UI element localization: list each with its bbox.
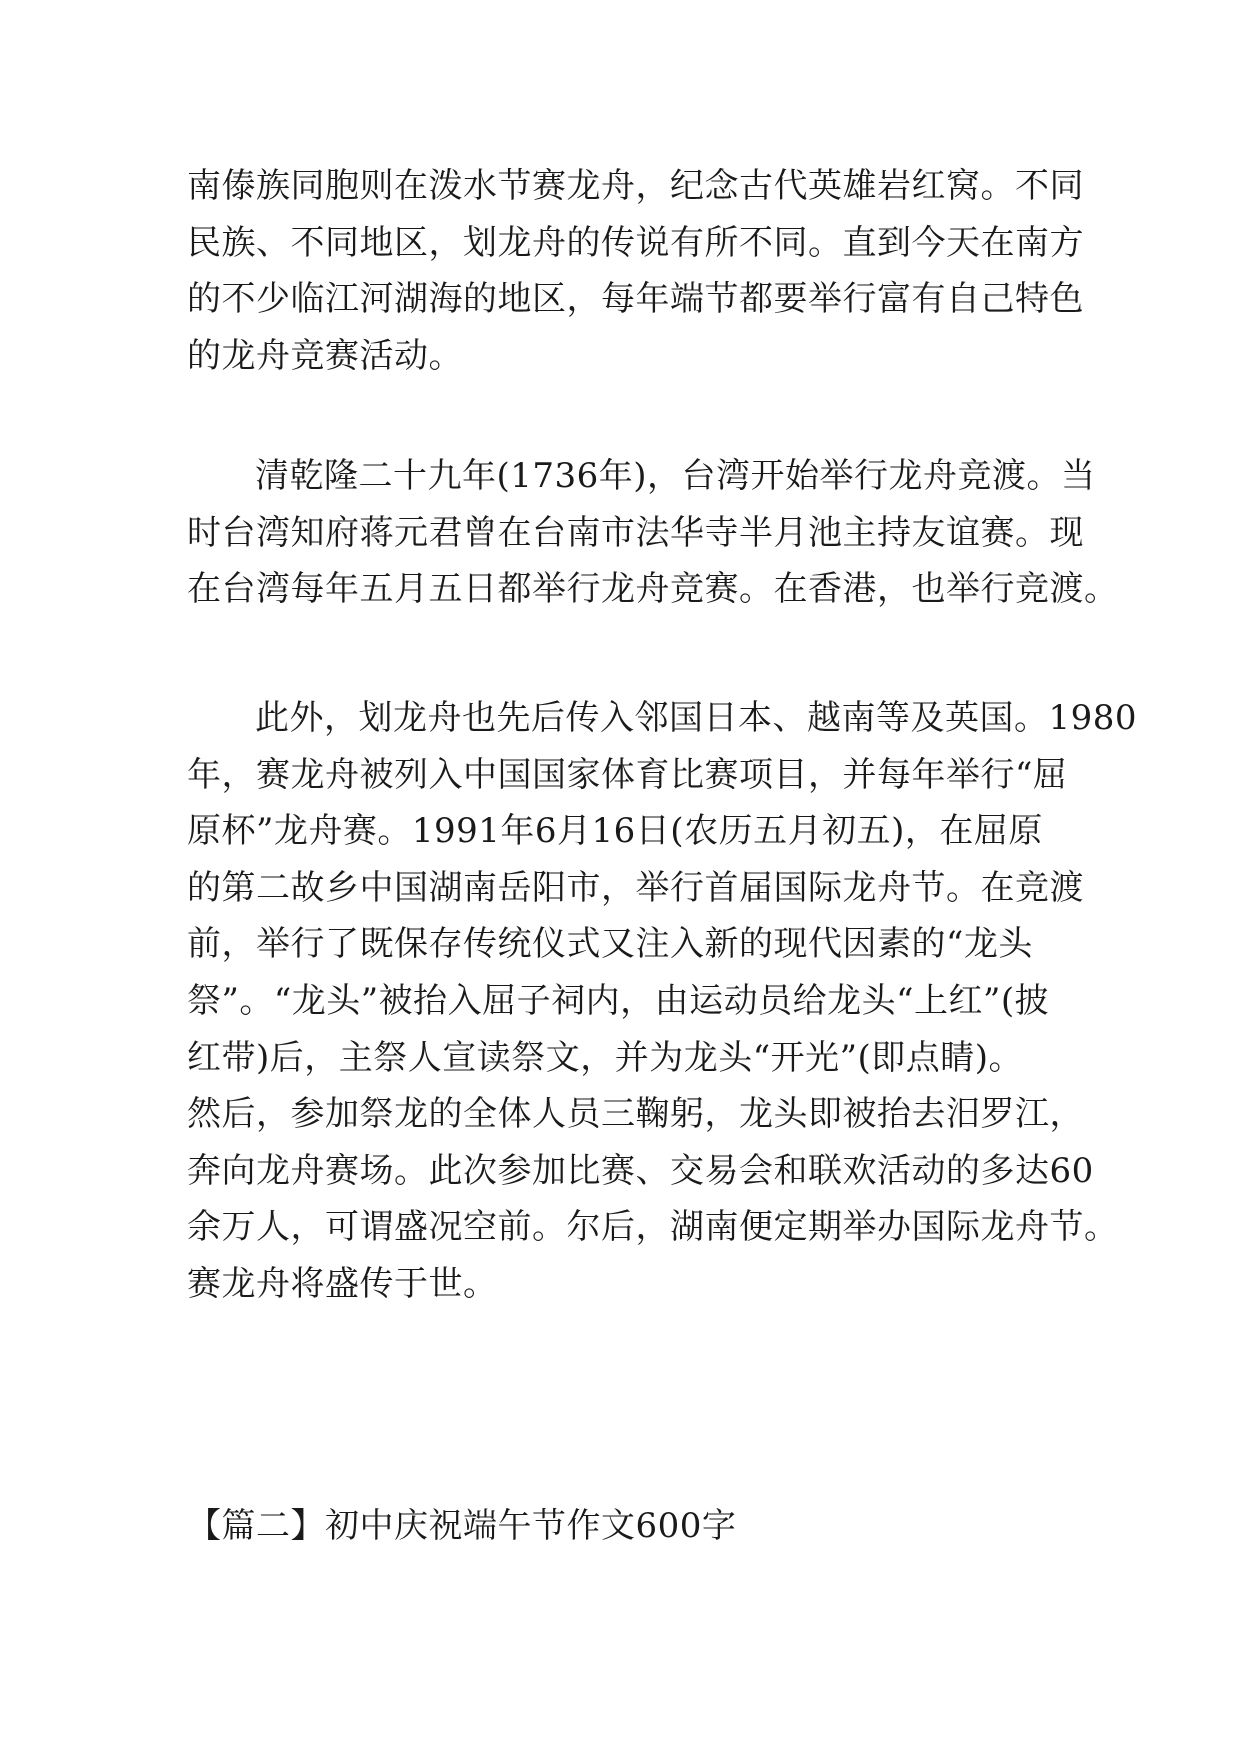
paragraph-3	[187, 690, 1138, 1313]
paragraph-line: 年，赛龙舟被列入中国国家体育比赛项目，并每年举行“屈	[187, 754, 1068, 795]
paragraph-line: 的第二故乡中国湖南岳阳市，举行首届国际龙舟节。在竞渡	[187, 867, 1084, 908]
paragraph-line: 清乾隆二十九年(1736年)，台湾开始举行龙舟竞渡。当	[255, 456, 1096, 496]
paragraph-line: 民族、不同地区，划龙舟的传说有所不同。直到今天在南方	[187, 222, 1084, 263]
paragraph-line: 的龙舟竞赛活动。	[187, 335, 463, 376]
paragraph-line: 时台湾知府蒋元君曾在台南市法华寺半月池主持友谊赛。现	[187, 512, 1084, 553]
paragraph-line: 原杯”龙舟赛。1991年6月16日(农历五月初五)，在屈原	[187, 811, 1043, 852]
paragraph-line: 此外，划龙舟也先后传入邻国日本、越南等及英国。1980	[255, 698, 1138, 738]
paragraph-line: 赛龙舟将盛传于世。	[187, 1263, 498, 1304]
paragraph-line: 奔向龙舟赛场。此次参加比赛、交易会和联欢活动的多达60	[187, 1150, 1094, 1191]
section-heading: 【篇二】初中庆祝端午节作文600字	[187, 1506, 737, 1546]
paragraph-line: 然后，参加祭龙的全体人员三鞠躬，龙头即被抬去汨罗江，	[187, 1094, 1084, 1135]
paragraph-line: 余万人，可谓盛况空前。尔后，湖南便定期举办国际龙舟节。	[187, 1207, 1119, 1248]
paragraph-2	[187, 448, 1119, 618]
paragraph-line: 祭”。“龙头”被抬入屈子祠内，由运动员给龙头“上红”(披	[187, 980, 1050, 1021]
paragraph-line: 前，举行了既保存传统仪式又注入新的现代因素的“龙头	[187, 924, 1033, 965]
paragraph-line: 红带)后，主祭人宣读祭文，并为龙头“开光”(即点睛)。	[187, 1037, 1024, 1078]
paragraph-line: 南傣族同胞则在泼水节赛龙舟，纪念古代英雄岩红窝。不同	[187, 166, 1084, 206]
paragraph-line: 在台湾每年五月五日都举行龙舟竞赛。在香港，也举行竞渡。	[187, 569, 1119, 610]
paragraph-1	[187, 158, 1084, 384]
paragraph-line: 的不少临江河湖海的地区，每年端节都要举行富有自己特色	[187, 279, 1084, 320]
